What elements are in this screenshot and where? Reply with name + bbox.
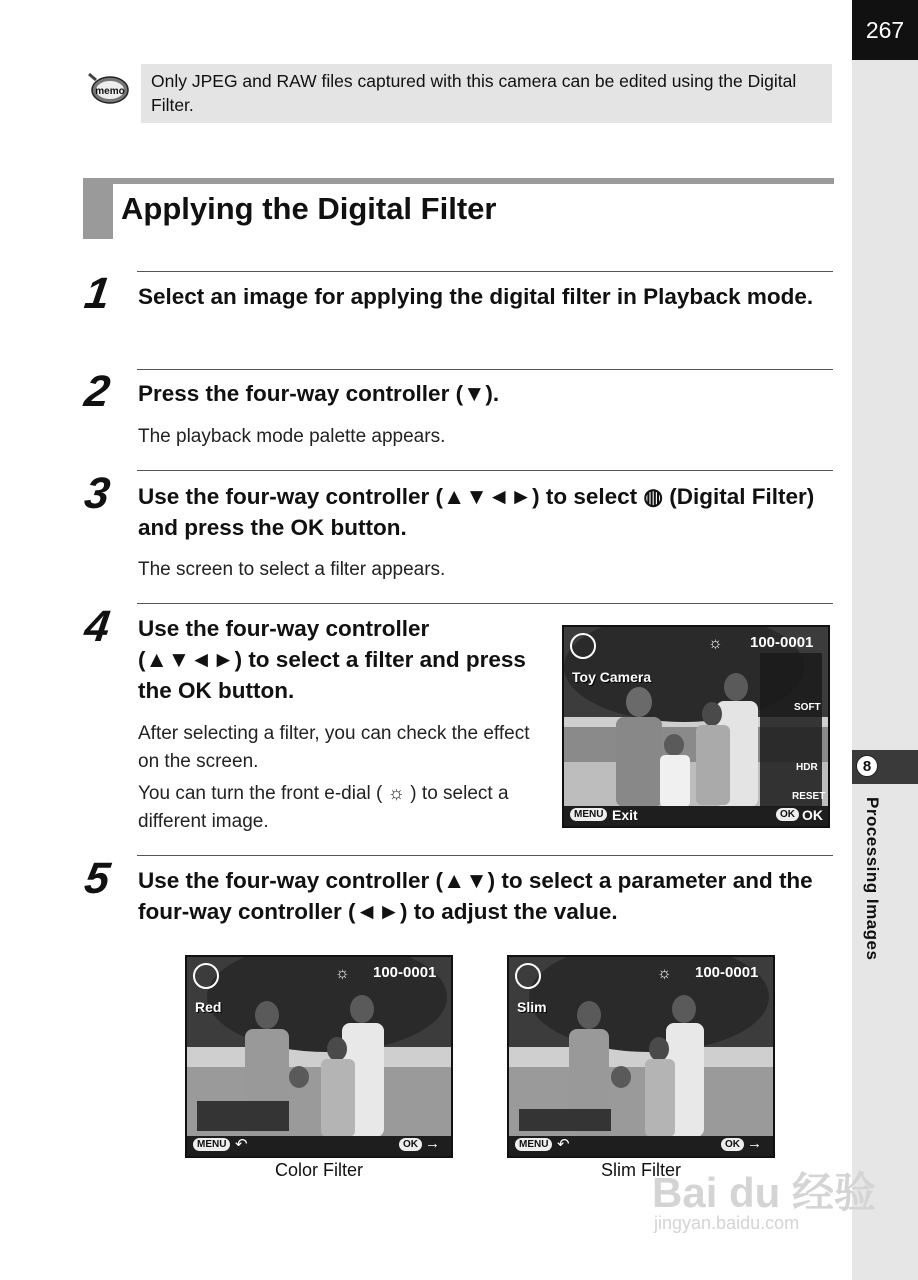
chapter-number: 8	[856, 755, 878, 777]
file-number: 100-0001	[750, 634, 814, 651]
back-icon: ↶	[557, 1136, 570, 1153]
step-body: The screen to select a filter appears.	[138, 559, 446, 580]
e-dial-icon: ☼	[657, 965, 672, 982]
palette-soft: SOFT	[794, 702, 821, 713]
camera-screen-color-filter	[185, 955, 453, 1158]
step-body: The playback mode palette appears.	[138, 426, 446, 447]
digital-filter-icon	[193, 963, 219, 989]
step-divider	[137, 369, 833, 370]
e-dial-icon: ☼	[708, 635, 723, 652]
section-title: Applying the Digital Filter	[121, 191, 497, 226]
filter-name: Toy Camera	[572, 669, 652, 685]
menu-button: MENU	[570, 808, 607, 821]
ok-button: OK	[399, 1138, 422, 1151]
palette-hdr: HDR	[796, 762, 818, 773]
camera-screen-toy-camera	[562, 625, 830, 828]
exit-label: Exit	[612, 807, 638, 823]
step-number: 1	[81, 269, 113, 318]
save-icon: →	[425, 1135, 440, 1152]
section-bar	[83, 178, 834, 184]
digital-filter-icon	[515, 963, 541, 989]
ok-button: OK	[721, 1138, 744, 1151]
file-number: 100-0001	[373, 964, 437, 981]
ok-label: OK	[802, 807, 823, 823]
step-divider	[137, 271, 833, 272]
step-heading: Use the four-way controller (▲▼◄►) to select a filter and press the OK button.	[138, 616, 526, 703]
sidebar	[852, 0, 918, 1280]
save-icon: →	[747, 1135, 762, 1152]
menu-button: MENU	[515, 1138, 552, 1151]
digital-filter-icon	[570, 633, 596, 659]
watermark: Bai du 经验	[652, 1169, 877, 1216]
step-heading: Select an image for applying the digital filter in Playback mode.	[138, 284, 814, 309]
caption-slim-filter: Slim Filter	[601, 1160, 681, 1180]
memo-note: Only JPEG and RAW files captured with this camera can be edited using the Digital Filter.	[141, 64, 832, 123]
camera-screen-slim-filter	[507, 955, 775, 1158]
step-divider	[137, 470, 833, 471]
step-body-dial: You can turn the front e-dial ( ☼ ) to select a different image.	[138, 783, 509, 832]
page-number: 267	[852, 0, 918, 60]
filter-name: Red	[195, 999, 222, 1015]
step-body: After selecting a filter, you can check the effect on the screen.	[138, 723, 530, 772]
palette-reset: RESET	[792, 791, 826, 802]
step-number: 3	[81, 469, 113, 518]
back-icon: ↶	[235, 1136, 248, 1153]
step-heading: Use the four-way controller (▲▼) to select a parameter and the four-way controller (◄►) to adjust the value.	[138, 868, 813, 924]
step-number: 4	[81, 602, 113, 651]
watermark-url: jingyan.baidu.com	[654, 1213, 800, 1233]
step-number: 5	[81, 854, 113, 903]
svg-text:memo: memo	[95, 86, 125, 97]
menu-button: MENU	[193, 1138, 230, 1151]
file-number: 100-0001	[695, 964, 759, 981]
chapter-title: Processing Images	[863, 797, 882, 961]
caption-color-filter: Color Filter	[274, 1160, 363, 1180]
step-divider	[137, 603, 833, 604]
ok-button: OK	[776, 808, 799, 821]
filter-name: Slim	[517, 999, 547, 1015]
step-heading: Press the four-way controller (▼).	[138, 381, 500, 406]
memo-icon	[86, 70, 130, 106]
section-bar-accent	[83, 178, 113, 239]
step-number: 2	[81, 367, 113, 416]
e-dial-icon: ☼	[335, 965, 350, 982]
step-divider	[137, 855, 833, 856]
step-heading: Use the four-way controller (▲▼◄►) to select ◍ (Digital Filter) and press the OK button.	[138, 484, 815, 540]
